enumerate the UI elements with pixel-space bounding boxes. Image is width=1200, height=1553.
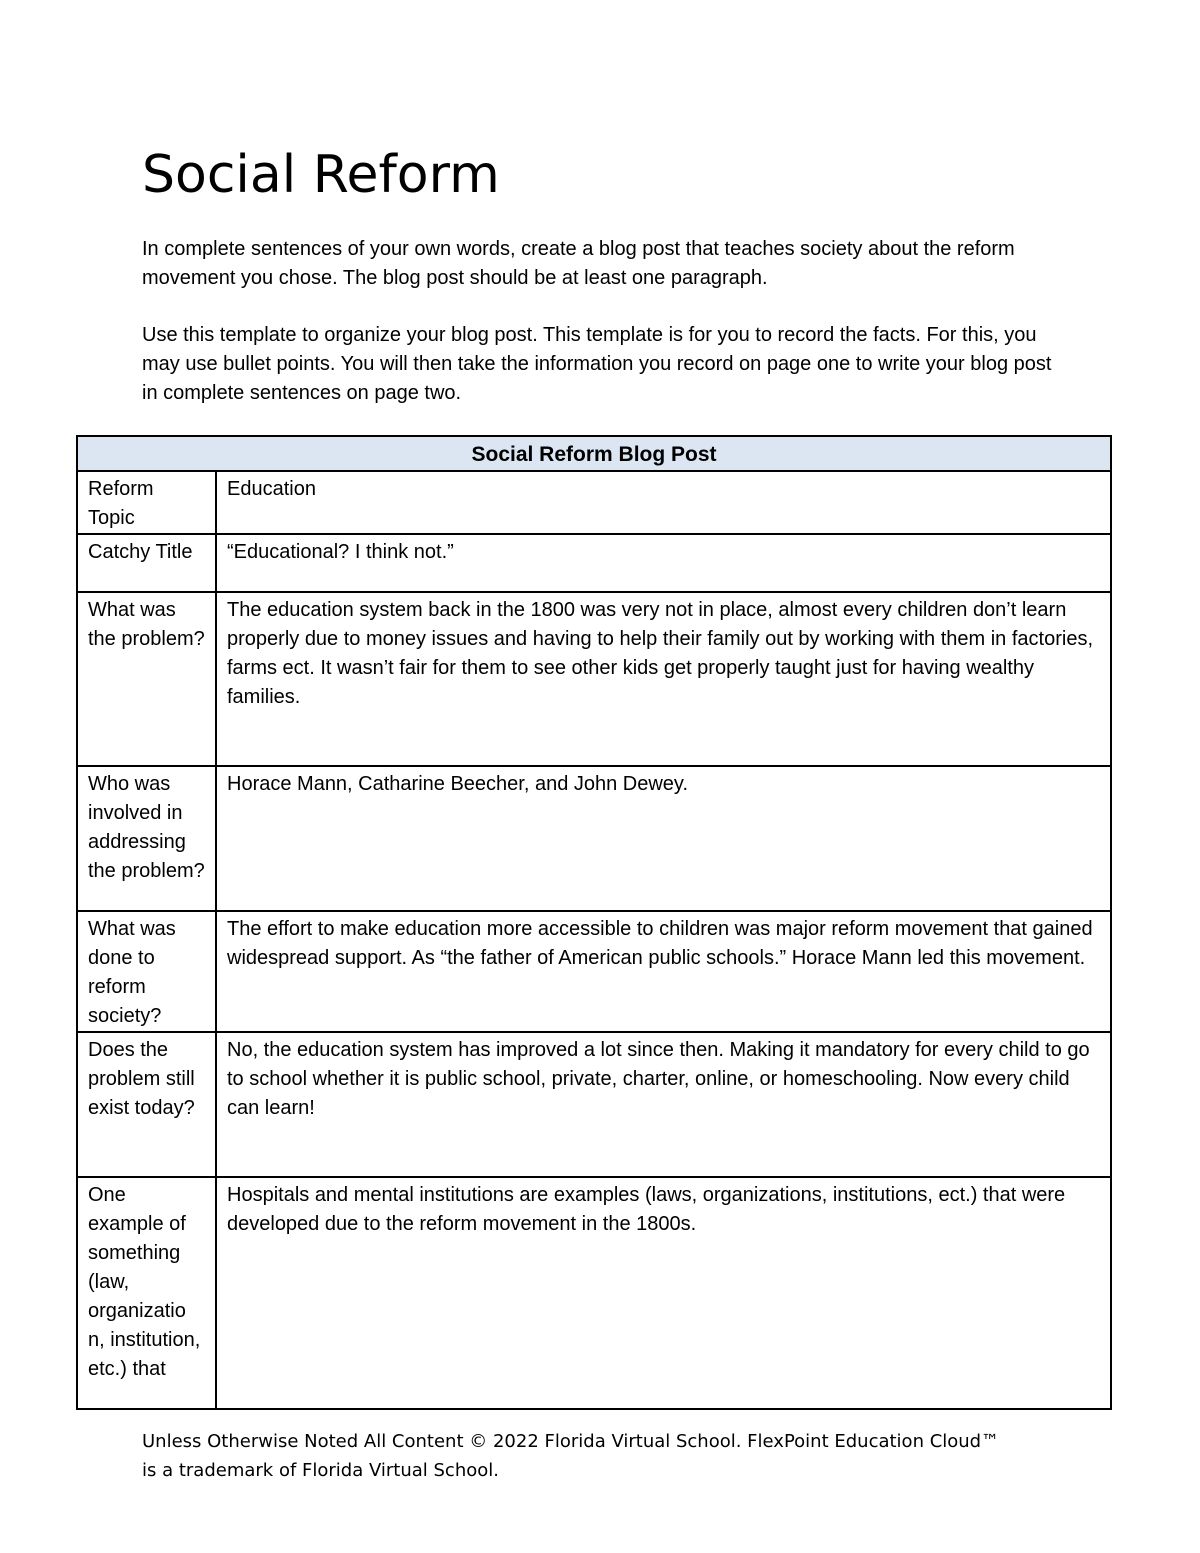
page-title: Social Reform: [142, 145, 500, 205]
row-value-example[interactable]: Hospitals and mental institutions are examples (laws, organizations, institutions, ect.) that were developed due to the reform movement in the 1800s.: [216, 1177, 1111, 1409]
table-row-still-exist: [77, 1032, 1111, 1177]
table-row-what-done: [77, 911, 1111, 1032]
table-row-catchy-title: [77, 534, 1111, 592]
table-row-who-involved: [77, 766, 1111, 911]
instructions-paragraph-2: Use this template to organize your blog post. This template is for you to record the facts. For this, you may use bullet points. You will then take the information you record on page one to write your blog post in complete sentences on page two.: [142, 324, 1052, 404]
table-row-example: [77, 1177, 1111, 1409]
blog-post-table: [76, 435, 1112, 1410]
table-row-problem: [77, 592, 1111, 766]
row-value-what-done[interactable]: The effort to make education more accessible to children was major reform movement that gained widespread support. As “the father of American public schools.” Horace Mann led this movement.: [216, 911, 1111, 1032]
row-value-reform-topic[interactable]: Education: [216, 471, 1111, 534]
table-header: Social Reform Blog Post: [77, 436, 1111, 471]
row-label-what-done: What was done to reform society?: [77, 911, 216, 1032]
table-row-reform-topic: [77, 471, 1111, 534]
row-value-who-involved[interactable]: Horace Mann, Catharine Beecher, and John Dewey.: [216, 766, 1111, 911]
row-label-reform-topic: Reform Topic: [77, 471, 216, 534]
row-label-problem: What was the problem?: [77, 592, 216, 766]
row-label-catchy-title: Catchy Title: [77, 534, 216, 592]
footer-line-2: is a trademark of Florida Virtual School.: [142, 1460, 499, 1481]
row-label-who-involved: Who was involved in addressing the problem?: [77, 766, 216, 911]
row-label-example: One example of something (law, organizatio n, institution, etc.) that: [77, 1177, 216, 1409]
copyright-footer: [142, 1427, 1082, 1485]
footer-line-1: Unless Otherwise Noted All Content © 2022 Florida Virtual School. FlexPoint Education Cloud™: [142, 1431, 1000, 1452]
instructions-paragraph-1: In complete sentences of your own words, create a blog post that teaches society about the reform movement you chose. The blog post should be at least one paragraph.: [142, 238, 1015, 289]
row-value-still-exist[interactable]: No, the education system has improved a lot since then. Making it mandatory for every child to go to school whether it is public school, private, charter, online, or homeschooling. Now every child can learn!: [216, 1032, 1111, 1177]
row-value-problem[interactable]: The education system back in the 1800 was very not in place, almost every children don’t learn properly due to money issues and having to help their family out by working with them in factories, farms ect. It wasn’t fair for them to see other kids get properly taught just for having wealthy families.: [216, 592, 1111, 766]
row-value-catchy-title[interactable]: “Educational? I think not.”: [216, 534, 1111, 592]
row-label-still-exist: Does the problem still exist today?: [77, 1032, 216, 1177]
